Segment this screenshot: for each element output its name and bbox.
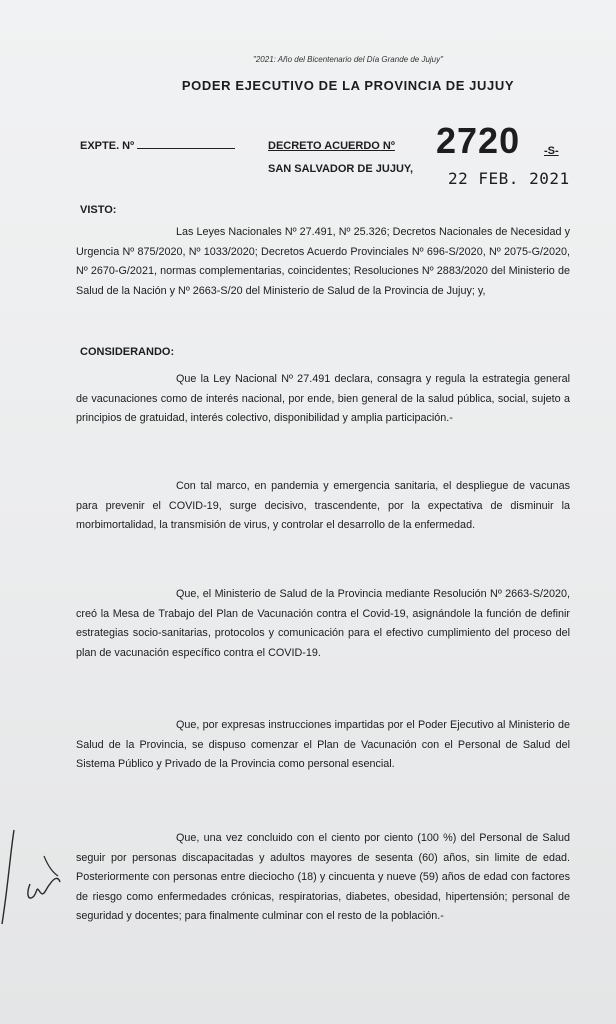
considerando-paragraph: Con tal marco, en pandemia y emergencia sanitaria, el despliegue de vacunas para prevenir el COVID-19, surge decisivo, trascendente, por la expectativa de disminuir la morbimortalidad, la transmisión de virus, y controlar el desarrollo de la enfermedad. (76, 480, 570, 531)
visto-text: Las Leyes Nacionales Nº 27.491, Nº 25.326; Decretos Nacionales de Necesidad y Urgencia Nº 875/2020, Nº 1033/2020; Decretos Acuerdo Provinciales Nº 696-S/2020, Nº 2075-G/2020, Nº 2670-G/2021, normas complementarias, coincidentes; Resoluciones Nº 2883/2020 del Ministerio de Salud de la Nación y Nº 2663-S/20 del Ministerio de Salud de la Provincia de Jujuy; y, (76, 226, 570, 297)
considerando-paragraph: Que la Ley Nacional Nº 27.491 declara, consagra y regula la estrategia general de vacunaciones como de interés nacional, por ende, bien general de la salud pública, social, sujeto a principios de gratuidad, interés colectivo, disponibilidad y amplia participación.- (76, 373, 570, 424)
issuer-title: PODER EJECUTIVO DE LA PROVINCIA DE JUJUY (181, 78, 515, 93)
expte-label: EXPTE. Nº (80, 140, 135, 152)
decreto-number: 2720 (436, 120, 521, 161)
motto: "2021: Año del Bicentenario del Día Grande de Jujuy" (253, 55, 443, 64)
considerando-paragraph: Que, el Ministerio de Salud de la Provincia mediante Resolución Nº 2663-S/2020, creó la Mesa de Trabajo del Plan de Vacunación contra el Covid-19, asignándole la función de definir estrategias socio-sanitarias, protocolos y comunicación para el efectivo cumplimiento del proceso del plan de vacunación específico contra el COVID-19. (76, 588, 570, 659)
visto-heading: VISTO: (80, 204, 117, 216)
considerando-heading: CONSIDERANDO: (80, 346, 175, 358)
expte-field (80, 140, 235, 152)
handwritten-initials (0, 826, 70, 936)
city-label: SAN SALVADOR DE JUJUY, (268, 163, 414, 175)
considerando-paragraph: Que, una vez concluido con el ciento por ciento (100 %) del Personal de Salud seguir por personas discapacitadas y adultos mayores de sesenta (60) años, sin limite de edad. Posteriormente con personas entre dieciocho (18) y cincuenta y nueve (59) años de edad con factores de riesgo como enfermedades crónicas, respiratorias, diabetes, obesidad, hipertensión; personal de seguridad y docentes; para finalmente culminar con el resto de la población.- (76, 832, 570, 922)
decreto-suffix: -S- (544, 145, 559, 157)
date-stamp: 22 FEB. 2021 (448, 169, 570, 188)
expte-blank-line (137, 148, 235, 149)
considerando-paragraph: Que, por expresas instrucciones impartidas por el Poder Ejecutivo al Ministerio de Salud de la Provincia, se dispuso comenzar el Plan de Vacunación con el Personal de Salud del Sistema Público y Privado de la Provincia como personal esencial. (76, 719, 570, 770)
decreto-label: DECRETO ACUERDO Nº (268, 140, 395, 152)
